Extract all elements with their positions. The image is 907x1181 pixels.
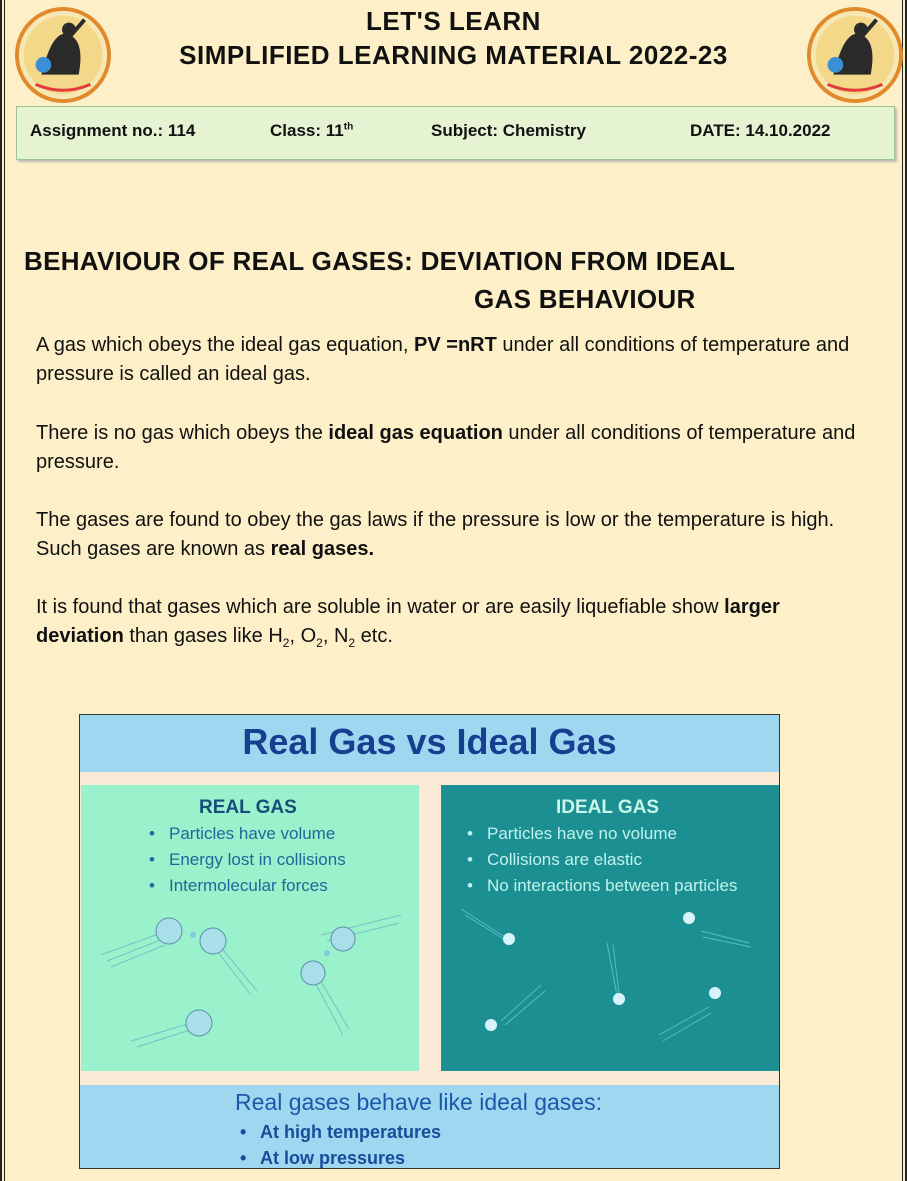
- text-run: The gases are found to obey the gas laws if the pressure is low or the temperature is high. Such gases are known as: [36, 509, 835, 560]
- bullet-item: • Particles have no volume: [467, 821, 737, 847]
- infographic-title-band: [80, 715, 779, 772]
- header-title: LET'S LEARN: [366, 6, 541, 36]
- bold-term: real gases.: [270, 538, 375, 560]
- summary-line: Real gases behave like ideal gases:: [235, 1089, 602, 1115]
- paragraph-no-ideal-gas: [36, 419, 856, 477]
- infographic-summary-band: [80, 1085, 779, 1169]
- subscript: 2: [348, 636, 356, 650]
- header-subtitle: SIMPLIFIED LEARNING MATERIAL 2022-23: [179, 40, 728, 70]
- assignment-number: Assignment no.: 114: [30, 121, 196, 140]
- text-run: than gases like H: [123, 625, 283, 647]
- paragraph-deviation: [36, 593, 856, 658]
- class-suffix: th: [343, 121, 354, 133]
- assignment-info-bar: [16, 106, 895, 160]
- bullet-item: • At low pressures: [240, 1145, 441, 1169]
- subscript: 2: [282, 636, 290, 650]
- ideal-gas-panel: [441, 785, 779, 1071]
- summary-bullets: [240, 1119, 441, 1169]
- text-run: There is no gas which obeys the: [36, 422, 329, 444]
- bold-term: larger deviation: [36, 596, 780, 647]
- bullet-item: • Collisions are elastic: [467, 847, 737, 873]
- section-heading-line1: BEHAVIOUR OF REAL GASES: DEVIATION FROM IDEAL: [24, 246, 736, 276]
- text-run: etc.: [355, 625, 393, 647]
- bullet-item: • No interactions between particles: [467, 873, 737, 899]
- subject-info: Subject: Chemistry: [431, 121, 586, 140]
- bullet-item: • Intermolecular forces: [149, 873, 346, 899]
- equation-bold: PV =nRT: [414, 334, 497, 356]
- text-run: , O: [289, 625, 317, 647]
- page-frame-left: [0, 0, 5, 1181]
- page-frame-right: [902, 0, 907, 1181]
- text-run: under all conditions of temperature and pressure is called an ideal gas.: [36, 334, 850, 385]
- real-gas-heading: REAL GAS: [199, 797, 297, 818]
- paragraph-ideal-gas-definition: [36, 331, 856, 389]
- subscript: 2: [316, 636, 323, 650]
- text-run: under all conditions of temperature and pressure.: [36, 422, 856, 473]
- bold-term: ideal gas equation: [328, 422, 503, 444]
- section-heading-line2: GAS BEHAVIOUR: [474, 284, 696, 314]
- ideal-gas-bullets: [467, 821, 737, 899]
- real-gas-particles-illustration: [81, 895, 419, 1071]
- ideal-gas-heading: IDEAL GAS: [556, 797, 660, 818]
- real-gas-bullets: [149, 821, 346, 899]
- real-gas-panel: [81, 785, 419, 1071]
- ideal-gas-particles-illustration: [441, 895, 779, 1071]
- class-label: Class: 11: [270, 121, 344, 140]
- date-info: DATE: 14.10.2022: [690, 121, 831, 140]
- infographic-title: Real Gas vs Ideal Gas: [242, 721, 617, 762]
- bullet-item: • Energy lost in collisions: [149, 847, 346, 873]
- real-vs-ideal-gas-infographic: [79, 714, 780, 1169]
- text-run: It is found that gases which are soluble in water or are easily liquefiable show: [36, 596, 725, 618]
- bullet-item: • At high temperatures: [240, 1119, 441, 1145]
- text-run: , N: [322, 625, 349, 647]
- paragraph-real-gases: [36, 506, 856, 564]
- bullet-item: • Particles have volume: [149, 821, 346, 847]
- class-info: [270, 121, 353, 141]
- text-run: A gas which obeys the ideal gas equation,: [36, 334, 415, 356]
